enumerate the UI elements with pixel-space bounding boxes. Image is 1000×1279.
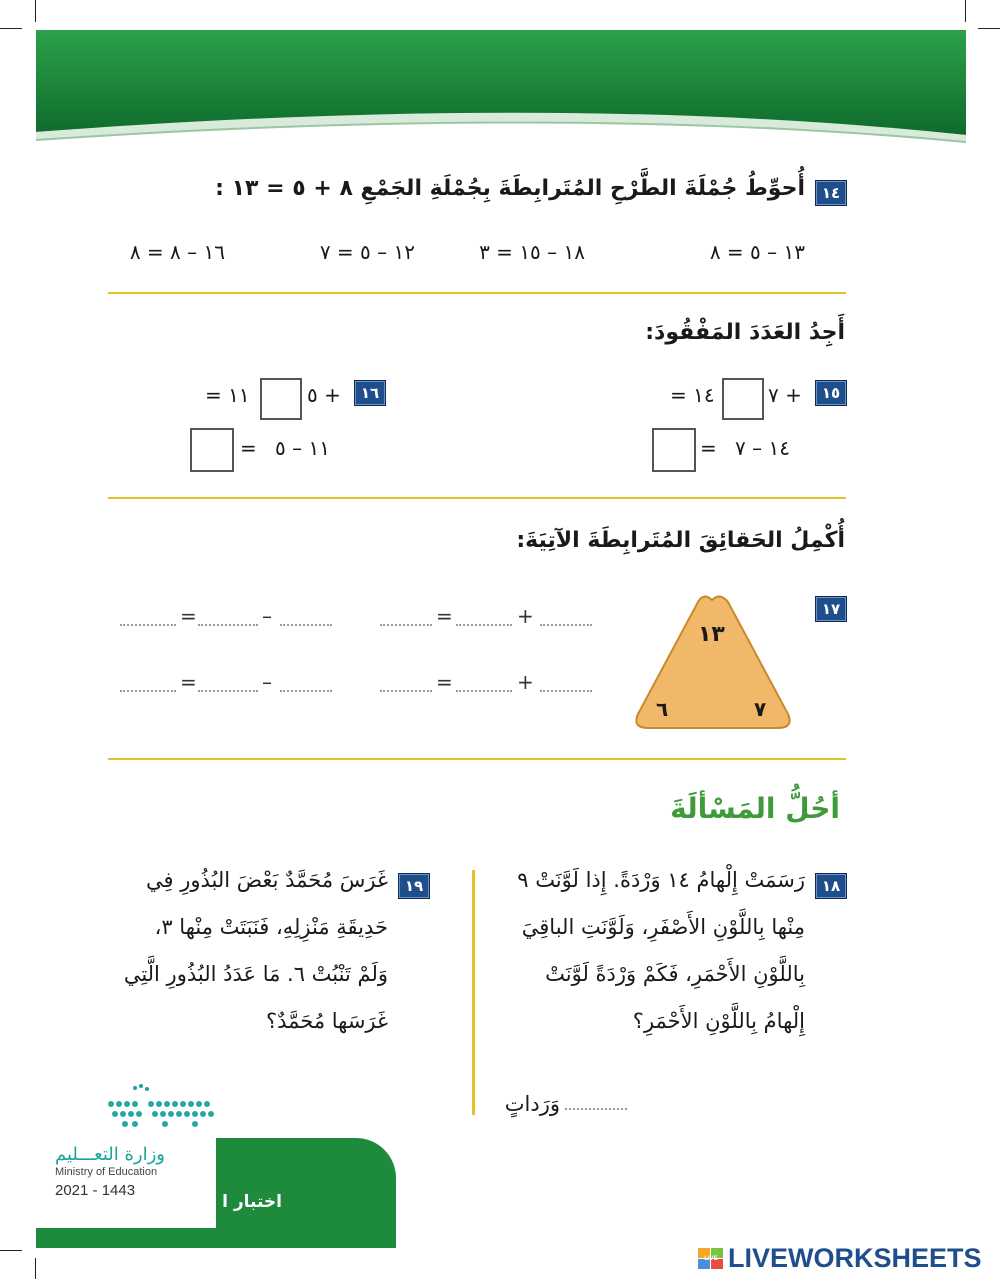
crop-mark bbox=[0, 1250, 22, 1251]
triangle-left-number: ٦ bbox=[656, 697, 669, 721]
plus-sign: + bbox=[517, 604, 534, 628]
question-number-19: ١٩ bbox=[398, 873, 430, 899]
equals-sign: = bbox=[180, 604, 197, 628]
minus-sign: – bbox=[262, 670, 272, 694]
question-number-17: ١٧ bbox=[815, 596, 847, 622]
crop-mark bbox=[35, 1258, 36, 1279]
liveworksheets-brand[interactable]: LIVEWORKSHEETS bbox=[728, 1243, 982, 1273]
q14-option[interactable]: ١٦ – ٨ = ٨ bbox=[129, 240, 225, 264]
q18-line: إِلْهامُ بِاللَّوْنِ الأَحْمَرِ؟ bbox=[632, 1009, 805, 1033]
related-facts-heading: أُكْمِلُ الحَقائِقَ المُتَرابِطَةَ الآتِيَةَ: bbox=[516, 528, 845, 553]
q19-line: غَرَسَ مُحَمَّدٌ بَعْضَ البُذُورِ فِي bbox=[146, 868, 388, 892]
q16-eq2-equals: = bbox=[240, 436, 257, 460]
fact-blank[interactable] bbox=[380, 690, 432, 692]
question-number-15: ١٥ bbox=[815, 380, 847, 406]
ministry-logo-icon bbox=[105, 1082, 220, 1132]
fact-blank[interactable] bbox=[380, 624, 432, 626]
section-divider bbox=[108, 758, 846, 760]
fact-blank[interactable] bbox=[280, 624, 332, 626]
fact-triangle bbox=[630, 592, 795, 737]
missing-number-heading: أَجِدُ العَدَدَ المَفْقُودَ: bbox=[645, 320, 845, 345]
q16-answer-box-2[interactable] bbox=[190, 428, 234, 472]
q19-line: غَرَسَها مُحَمَّدٌ؟ bbox=[265, 1009, 388, 1033]
ministry-name-en: Ministry of Education bbox=[55, 1166, 158, 1178]
fact-blank[interactable] bbox=[198, 690, 258, 692]
ministry-name-ar: وزارة التعـــليم bbox=[54, 1144, 165, 1165]
q14-option[interactable]: ١٨ – ١٥ = ٣ bbox=[479, 240, 585, 264]
equals-sign: = bbox=[436, 604, 453, 628]
fact-blank[interactable] bbox=[540, 690, 592, 692]
q15-answer-box-2[interactable] bbox=[652, 428, 696, 472]
footer-label: اختبار ا bbox=[222, 1192, 282, 1212]
section-divider bbox=[108, 497, 846, 499]
q19-line: حَدِيقَةِ مَنْزِلِهِ، فَنَبَتَتْ مِنْها ٣، bbox=[154, 915, 388, 939]
question-number-14: ١٤ bbox=[815, 180, 847, 206]
fact-blank[interactable] bbox=[120, 690, 176, 692]
fact-blank[interactable] bbox=[280, 690, 332, 692]
column-divider bbox=[472, 870, 475, 1115]
liveworksheets-logo-text: LIVE bbox=[704, 1256, 718, 1262]
q15-eq1-left: ٧ + bbox=[768, 383, 802, 407]
fact-blank[interactable] bbox=[456, 624, 512, 626]
q18-answer-blank[interactable] bbox=[565, 1108, 627, 1110]
q19-line: وَلَمْ تَنْبُتْ ٦. مَا عَدَدُ البُذُورِ الَّتِي bbox=[123, 962, 388, 986]
q18-line: مِنْها بِاللَّوْنِ الأَصْفَرِ، وَلَوَّنَتِ الباقِيَ bbox=[521, 915, 805, 939]
header-band bbox=[0, 0, 1000, 160]
ministry-year: 2021 - 1443 bbox=[55, 1182, 136, 1199]
q15-eq1-right: = ١٤ bbox=[670, 383, 715, 407]
q14-prompt: أُحوِّطُ جُمْلَةَ الطَّرْحِ المُتَرابِطَةَ بِجُمْلَةِ الجَمْعِ ٨ + ٥ = ١٣ : bbox=[215, 176, 805, 201]
liveworksheets-logo-icon bbox=[697, 1247, 725, 1271]
plus-sign: + bbox=[517, 670, 534, 694]
section-divider bbox=[108, 292, 846, 294]
q15-answer-box-1[interactable] bbox=[722, 378, 764, 420]
fact-blank[interactable] bbox=[120, 624, 176, 626]
equals-sign: = bbox=[436, 670, 453, 694]
triangle-top-number: ١٣ bbox=[698, 622, 725, 647]
minus-sign: – bbox=[262, 604, 272, 628]
q15-eq2-equals: = bbox=[700, 436, 717, 460]
q14-option[interactable]: ١٣ – ٥ = ٨ bbox=[709, 240, 805, 264]
q18-answer-unit: وَرَداتٍ bbox=[504, 1092, 560, 1116]
fact-blank[interactable] bbox=[456, 690, 512, 692]
equals-sign: = bbox=[180, 670, 197, 694]
q18-line: رَسَمَتْ إِلْهامُ ١٤ وَرْدَةً. إِذا لَوَّنَتْ ٩ bbox=[517, 868, 805, 892]
q16-eq1-right: = ١١ bbox=[205, 383, 250, 407]
fact-blank[interactable] bbox=[540, 624, 592, 626]
q18-line: بِاللَّوْنِ الأَحْمَرِ، فَكَمْ وَرْدَةً لَوَّنَتْ bbox=[545, 962, 805, 986]
fact-blank[interactable] bbox=[198, 624, 258, 626]
triangle-right-number: ٧ bbox=[754, 697, 767, 721]
question-number-16: ١٦ bbox=[354, 380, 386, 406]
problem-solving-heading: أحُلُّ المَسْألَةَ bbox=[670, 792, 840, 825]
q16-answer-box-1[interactable] bbox=[260, 378, 302, 420]
q16-eq2-left: ١١ – ٥ bbox=[275, 436, 330, 460]
q15-eq2-left: ١٤ – ٧ bbox=[735, 436, 790, 460]
q16-eq1-left: ٥ + bbox=[307, 383, 341, 407]
q14-option[interactable]: ١٢ – ٥ = ٧ bbox=[319, 240, 415, 264]
question-number-18: ١٨ bbox=[815, 873, 847, 899]
